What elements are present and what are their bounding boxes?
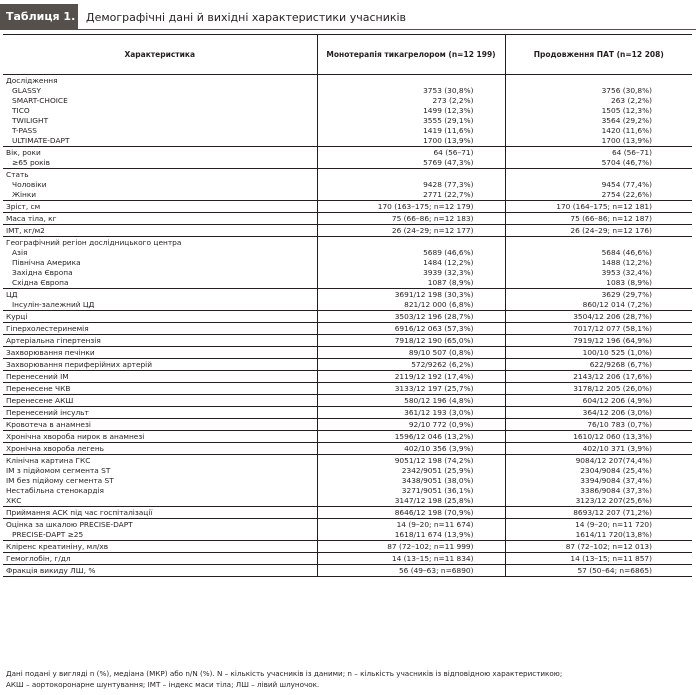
table-row — [3, 126, 692, 136]
row-label-cell — [3, 311, 317, 323]
ticagrelor-value: 87 (72–102; n=11 999) — [317, 541, 505, 553]
table-row — [3, 96, 692, 106]
ticagrelor-value — [317, 169, 505, 181]
table-row — [3, 75, 692, 87]
row-label-cell — [3, 158, 317, 169]
ticagrelor-value: 273 (2,2%) — [317, 96, 505, 106]
row-label: ІМТ, кг/м2 — [6, 226, 45, 235]
footnote-line: Дані подані у вигляді n (%), медіана (МКР) або n/N (%). N – кількість учасників із даними; n – кількість учасників із відповідною характеристикою; — [6, 669, 563, 678]
ticagrelor-value: 9051/12 198 (74,2%) — [317, 455, 505, 467]
table-footnotes — [6, 669, 690, 690]
row-label: Перенесений ІМ — [6, 372, 69, 381]
dapt-value: 860/12 014 (7,2%) — [505, 300, 692, 311]
table-row — [3, 507, 692, 519]
table-row — [3, 541, 692, 553]
table-row — [3, 553, 692, 565]
ticagrelor-value: 14 (9–20; n=11 674) — [317, 519, 505, 531]
dapt-value: 75 (66–86; n=12 187) — [505, 213, 692, 225]
row-label: Перенесене АКШ — [6, 396, 74, 405]
dapt-value: 26 (24–29; n=12 176) — [505, 225, 692, 237]
table-row — [3, 323, 692, 335]
table-row — [3, 519, 692, 531]
dapt-value: 14 (9–20; n=11 720) — [575, 520, 652, 529]
dapt-value: 3394/9084 (37,4%) — [580, 476, 652, 485]
table-row — [3, 431, 692, 443]
table-header-row — [3, 35, 692, 75]
dapt-value: 402/10 371 (3,9%) — [505, 443, 692, 455]
table-row — [3, 300, 692, 311]
row-label: Клінічна картина ГКС — [6, 456, 91, 465]
column-header-ticagrelor: Монотерапія тикагрелором (n=12 199) — [317, 35, 505, 75]
row-label: Жінки — [12, 190, 37, 199]
ticagrelor-value: 3753 (30,8%) — [317, 86, 505, 96]
dapt-value: 87 (72–102; n=12 013) — [505, 541, 692, 553]
row-label-cell — [3, 443, 317, 455]
ticagrelor-value: 1596/12 046 (13,2%) — [317, 431, 505, 443]
ticagrelor-value: 56 (49–63; n=6890) — [317, 565, 505, 577]
row-label: Східна Європа — [12, 278, 69, 287]
row-label: SMART-CHOICE — [12, 96, 68, 105]
table-row — [3, 395, 692, 407]
row-label: Зріст, см — [6, 202, 41, 211]
row-label: TICO — [12, 106, 30, 115]
row-label: ≥65 років — [12, 158, 51, 167]
row-label-cell — [3, 541, 317, 553]
row-label: Перенесене ЧКВ — [6, 384, 71, 393]
row-label: Вік, роки — [6, 148, 41, 157]
table-row — [3, 158, 692, 169]
table-body — [3, 75, 692, 577]
row-label-cell — [3, 466, 317, 476]
table-row — [3, 136, 692, 147]
row-label: Оцінка за шкалою PRECISE-DAPT — [6, 520, 133, 529]
ticagrelor-value: 3503/12 196 (28,7%) — [317, 311, 505, 323]
row-label: ULTIMATE-DAPT — [12, 136, 70, 145]
row-label-cell — [3, 553, 317, 565]
ticagrelor-value: 1700 (13,9%) — [317, 136, 505, 147]
ticagrelor-value: 1618/11 674 (13,9%) — [317, 530, 505, 541]
table-row — [3, 476, 692, 486]
dapt-value: 5704 (46,7%) — [505, 158, 692, 169]
dapt-value — [505, 169, 692, 181]
ticagrelor-value: 89/10 507 (0,8%) — [317, 347, 505, 359]
row-label-cell — [3, 126, 317, 136]
dapt-value: 1614/11 720(13,8%) — [505, 530, 692, 541]
dapt-value: 2754 (22,6%) — [505, 190, 692, 201]
dapt-value: 364/12 206 (3,0%) — [505, 407, 692, 419]
row-label-cell — [3, 75, 317, 87]
row-label-cell — [3, 335, 317, 347]
ticagrelor-value: 3147/12 198 (25,8%) — [317, 496, 505, 507]
table-header — [0, 4, 696, 30]
table-row — [3, 237, 692, 249]
row-label: Гемоглобін, г/дл — [6, 554, 71, 563]
table-row — [3, 213, 692, 225]
row-label-cell — [3, 323, 317, 335]
ticagrelor-value: 6916/12 063 (57,3%) — [317, 323, 505, 335]
table-row — [3, 106, 692, 116]
row-label-cell — [3, 180, 317, 190]
ticagrelor-value: 3691/12 198 (30,3%) — [317, 289, 505, 301]
row-label: Географічний регіон дослідницького центра — [6, 238, 182, 247]
table-row — [3, 180, 692, 190]
dapt-value — [505, 75, 692, 87]
row-label: Дослідження — [6, 76, 58, 85]
ticagrelor-value: 821/12 000 (6,8%) — [317, 300, 505, 311]
row-label-cell — [3, 106, 317, 116]
dapt-value: 3953 (32,4%) — [601, 268, 652, 277]
dapt-value: 100/10 525 (1,0%) — [505, 347, 692, 359]
row-label: Кліренс креатиніну, мл/хв — [6, 542, 109, 551]
row-label: ІМ з підйомом сегмента ST — [6, 466, 111, 475]
ticagrelor-value: 3133/12 197 (25,7%) — [317, 383, 505, 395]
table-row — [3, 268, 692, 278]
dapt-value: 3504/12 206 (28,7%) — [505, 311, 692, 323]
row-label-cell — [3, 496, 317, 507]
table-row — [3, 289, 692, 301]
row-label-cell — [3, 258, 317, 268]
row-label: Приймання АСК під час госпіталізації — [6, 508, 153, 517]
table-row — [3, 371, 692, 383]
row-label-cell — [3, 225, 317, 237]
row-label: Азія — [12, 248, 28, 257]
table-row — [3, 201, 692, 213]
footnote-line: АКШ – аортокоронарне шунтування; ІМТ – індекс маси тіла; ЛШ – лівий шлуночок. — [6, 679, 320, 689]
table-row — [3, 248, 692, 258]
dapt-value: 9454 (77,4%) — [601, 180, 652, 189]
ticagrelor-value — [317, 75, 505, 87]
characteristics-table — [3, 34, 692, 577]
row-label-cell — [3, 190, 317, 201]
ticagrelor-value: 572/9262 (6,2%) — [317, 359, 505, 371]
row-label: Фракція викиду ЛШ, % — [6, 566, 96, 575]
dapt-value: 604/12 206 (4,9%) — [505, 395, 692, 407]
table-title: Демографічні дані й вихідні характеристики учасників — [86, 10, 407, 24]
ticagrelor-value: 8646/12 198 (70,9%) — [317, 507, 505, 519]
row-label-cell — [3, 136, 317, 147]
table-row — [3, 278, 692, 289]
row-label-cell — [3, 431, 317, 443]
dapt-value: 7017/12 077 (58,1%) — [505, 323, 692, 335]
dapt-value: 170 (164–175; n=12 181) — [505, 201, 692, 213]
dapt-value: 2143/12 206 (17,6%) — [505, 371, 692, 383]
ticagrelor-value: 2119/12 192 (17,4%) — [317, 371, 505, 383]
dapt-value: 3564 (29,2%) — [601, 116, 652, 125]
dapt-value: 3629 (29,7%) — [601, 290, 652, 299]
row-label-cell — [3, 476, 317, 486]
dapt-value: 1420 (11,6%) — [601, 126, 652, 135]
row-label-cell — [3, 278, 317, 289]
dapt-value: 622/9268 (6,7%) — [505, 359, 692, 371]
row-label: Артеріальна гіпертензія — [6, 336, 101, 345]
dapt-value: 3756 (30,8%) — [601, 86, 652, 95]
ticagrelor-value: 1419 (11,6%) — [317, 126, 505, 136]
row-label-cell — [3, 289, 317, 301]
table-row — [3, 147, 692, 159]
row-label-cell — [3, 201, 317, 213]
header-divider — [0, 29, 696, 30]
table-row — [3, 419, 692, 431]
row-label: GLASSY — [12, 86, 41, 95]
row-label-cell — [3, 519, 317, 531]
row-label: Стать — [6, 170, 29, 179]
row-label: Інсулін-залежний ЦД — [12, 300, 95, 309]
table-row — [3, 169, 692, 181]
table-row — [3, 190, 692, 201]
table-row — [3, 486, 692, 496]
row-label: ІМ без підйому сегмента ST — [6, 476, 114, 485]
table-row — [3, 311, 692, 323]
ticagrelor-value: 170 (163–175; n=12 179) — [317, 201, 505, 213]
row-label-cell — [3, 419, 317, 431]
ticagrelor-value — [317, 237, 505, 249]
dapt-value: 5684 (46,6%) — [601, 248, 652, 257]
dapt-value: 3386/9084 (37,3%) — [580, 486, 652, 495]
ticagrelor-value: 3939 (32,3%) — [317, 268, 505, 278]
dapt-value: 1610/12 060 (13,3%) — [505, 431, 692, 443]
dapt-value: 1083 (8,9%) — [505, 278, 692, 289]
table-row — [3, 258, 692, 268]
table-row — [3, 335, 692, 347]
row-label: Західна Європа — [12, 268, 73, 277]
row-label: Чоловіки — [12, 180, 47, 189]
table-row — [3, 86, 692, 96]
row-label-cell — [3, 530, 317, 541]
table-row — [3, 116, 692, 126]
table-row — [3, 443, 692, 455]
dapt-value: 14 (13–15; n=11 857) — [505, 553, 692, 565]
table-row — [3, 407, 692, 419]
row-label-cell — [3, 383, 317, 395]
row-label: Маса тіла, кг — [6, 214, 57, 223]
row-label: T-PASS — [12, 126, 37, 135]
row-label-cell — [3, 359, 317, 371]
dapt-value: 1488 (12,2%) — [601, 258, 652, 267]
dapt-value: 1700 (13,9%) — [505, 136, 692, 147]
ticagrelor-value: 5689 (46,6%) — [317, 248, 505, 258]
dapt-value: 1505 (12,3%) — [601, 106, 652, 115]
dapt-value: 3123/12 207(25,6%) — [505, 496, 692, 507]
table-row — [3, 225, 692, 237]
ticagrelor-value: 26 (24–29; n=12 177) — [317, 225, 505, 237]
row-label-cell — [3, 248, 317, 258]
dapt-value: 3178/12 205 (26,0%) — [505, 383, 692, 395]
row-label: PRECISE-DAPT ≥25 — [12, 530, 84, 539]
dapt-value: 8693/12 207 (71,2%) — [505, 507, 692, 519]
ticagrelor-value: 92/10 772 (0,9%) — [317, 419, 505, 431]
dapt-value — [505, 237, 692, 249]
table-row — [3, 359, 692, 371]
row-label-cell — [3, 395, 317, 407]
row-label: ХКС — [6, 496, 22, 505]
row-label-cell — [3, 116, 317, 126]
column-header-dapt: Продовження ПАТ (n=12 208) — [505, 35, 692, 75]
row-label: Курці — [6, 312, 28, 321]
row-label-cell — [3, 565, 317, 577]
column-header-characteristic: Характеристика — [3, 35, 317, 75]
row-label: Захворювання периферійних артерій — [6, 360, 153, 369]
dapt-value: 64 (56–71) — [611, 148, 652, 157]
ticagrelor-value: 14 (13–15; n=11 834) — [317, 553, 505, 565]
ticagrelor-value: 9428 (77,3%) — [317, 180, 505, 190]
table-row — [3, 383, 692, 395]
row-label: Хронічна хвороба нирок в анамнезі — [6, 432, 145, 441]
row-label: TWILIGHT — [12, 116, 49, 125]
row-label-cell — [3, 147, 317, 159]
row-label: Хронічна хвороба легень — [6, 444, 105, 453]
ticagrelor-value: 3271/9051 (36,1%) — [317, 486, 505, 496]
row-label-cell — [3, 213, 317, 225]
table-row — [3, 347, 692, 359]
dapt-value: 57 (50–64; n=6865) — [505, 565, 692, 577]
row-label: Захворювання печінки — [6, 348, 95, 357]
ticagrelor-value: 2771 (22,7%) — [317, 190, 505, 201]
row-label-cell — [3, 96, 317, 106]
row-label-cell — [3, 486, 317, 496]
row-label: Перенесений інсульт — [6, 408, 89, 417]
table-row — [3, 530, 692, 541]
ticagrelor-value: 580/12 196 (4,8%) — [317, 395, 505, 407]
table-row — [3, 496, 692, 507]
ticagrelor-value: 75 (66–86; n=12 183) — [317, 213, 505, 225]
dapt-value: 2304/9084 (25,4%) — [580, 466, 652, 475]
table-label: Таблиця 1. — [0, 4, 78, 30]
row-label: Гіперхолестеринемія — [6, 324, 89, 333]
dapt-value: 263 (2,2%) — [611, 96, 652, 105]
row-label: ЦД — [6, 290, 18, 299]
row-label-cell — [3, 455, 317, 467]
ticagrelor-value: 3555 (29,1%) — [317, 116, 505, 126]
ticagrelor-value: 3438/9051 (38,0%) — [317, 476, 505, 486]
row-label-cell — [3, 86, 317, 96]
ticagrelor-value: 1499 (12,3%) — [317, 106, 505, 116]
dapt-value: 7919/12 196 (64,9%) — [505, 335, 692, 347]
dapt-value: 9084/12 207(74,4%) — [575, 456, 652, 465]
row-label-cell — [3, 371, 317, 383]
ticagrelor-value: 1087 (8,9%) — [317, 278, 505, 289]
row-label-cell — [3, 407, 317, 419]
ticagrelor-value: 402/10 356 (3,9%) — [317, 443, 505, 455]
table-row — [3, 565, 692, 577]
ticagrelor-value: 361/12 193 (3,0%) — [317, 407, 505, 419]
ticagrelor-value: 1484 (12,2%) — [317, 258, 505, 268]
row-label: Північна Америка — [12, 258, 81, 267]
table-row — [3, 455, 692, 467]
table-row — [3, 466, 692, 476]
row-label-cell — [3, 237, 317, 249]
dapt-value: 76/10 783 (0,7%) — [505, 419, 692, 431]
row-label-cell — [3, 169, 317, 181]
row-label-cell — [3, 507, 317, 519]
row-label: Нестабільна стенокардія — [6, 486, 104, 495]
ticagrelor-value: 5769 (47,3%) — [317, 158, 505, 169]
row-label: Кровотеча в анамнезі — [6, 420, 91, 429]
ticagrelor-value: 64 (56–71) — [317, 147, 505, 159]
ticagrelor-value: 2342/9051 (25,9%) — [317, 466, 505, 476]
row-label-cell — [3, 268, 317, 278]
row-label-cell — [3, 347, 317, 359]
ticagrelor-value: 7918/12 190 (65,0%) — [317, 335, 505, 347]
row-label-cell — [3, 300, 317, 311]
